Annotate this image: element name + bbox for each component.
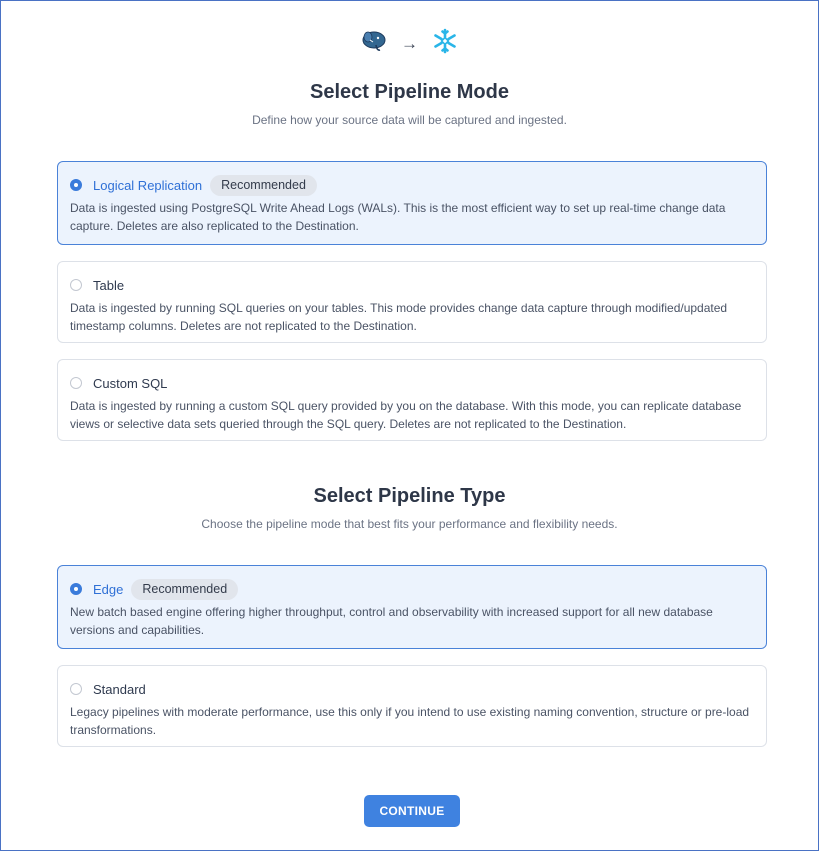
radio-button-selected[interactable] bbox=[70, 179, 82, 191]
radio-button[interactable] bbox=[70, 377, 82, 389]
mode-option-table[interactable] bbox=[57, 261, 767, 343]
option-description: New batch based engine offering higher throughput, control and observability with increased support for all new database versions and capabilities. bbox=[70, 605, 713, 637]
option-description: Data is ingested by running SQL queries on your tables. This mode provides change data capture through modified/updated timestamp columns. Deletes are not replicated to the Destination. bbox=[70, 301, 728, 333]
radio-button[interactable] bbox=[70, 683, 82, 695]
type-option-standard[interactable] bbox=[57, 665, 767, 747]
pipeline-type-title: Select Pipeline Type bbox=[313, 485, 506, 507]
pipeline-mode-subtitle: Define how your source data will be captured and ingested. bbox=[252, 113, 567, 127]
type-option-edge[interactable] bbox=[57, 565, 767, 649]
mode-option-custom-sql[interactable] bbox=[57, 359, 767, 441]
option-label: Logical Replication bbox=[93, 177, 203, 193]
arrow-right-icon: → bbox=[401, 34, 418, 53]
mode-option-logical-replication[interactable] bbox=[57, 161, 767, 245]
option-label: Edge bbox=[93, 581, 124, 597]
option-label: Standard bbox=[93, 681, 146, 697]
option-label: Custom SQL bbox=[93, 375, 168, 391]
pipeline-mode-title: Select Pipeline Mode bbox=[310, 81, 509, 103]
option-description: Data is ingested using PostgreSQL Write Ahead Logs (WALs). This is the most efficient way to set up real-time change data capture. Deletes are also replicated to the Destination. bbox=[70, 201, 726, 233]
option-description: Data is ingested by running a custom SQL query provided by you on the database. With this mode, you can replicate database views or selective data sets queried through the SQL query. Deletes are not replicated to the Destination. bbox=[70, 399, 742, 431]
pipeline-type-subtitle: Choose the pipeline mode that best fits your performance and flexibility needs. bbox=[201, 517, 618, 531]
snowflake-icon bbox=[432, 28, 458, 59]
continue-button[interactable]: CONTINUE bbox=[364, 795, 460, 827]
recommended-badge: Recommended bbox=[131, 579, 238, 600]
recommended-badge: Recommended bbox=[210, 175, 317, 196]
source-destination-logos bbox=[1, 28, 818, 59]
option-label: Table bbox=[93, 277, 125, 293]
option-description: Legacy pipelines with moderate performance, use this only if you intend to use existing naming convention, structure or pre-load transformations. bbox=[70, 705, 750, 737]
radio-button-selected[interactable] bbox=[70, 583, 82, 595]
postgresql-elephant-icon bbox=[361, 30, 387, 57]
radio-button[interactable] bbox=[70, 279, 82, 291]
